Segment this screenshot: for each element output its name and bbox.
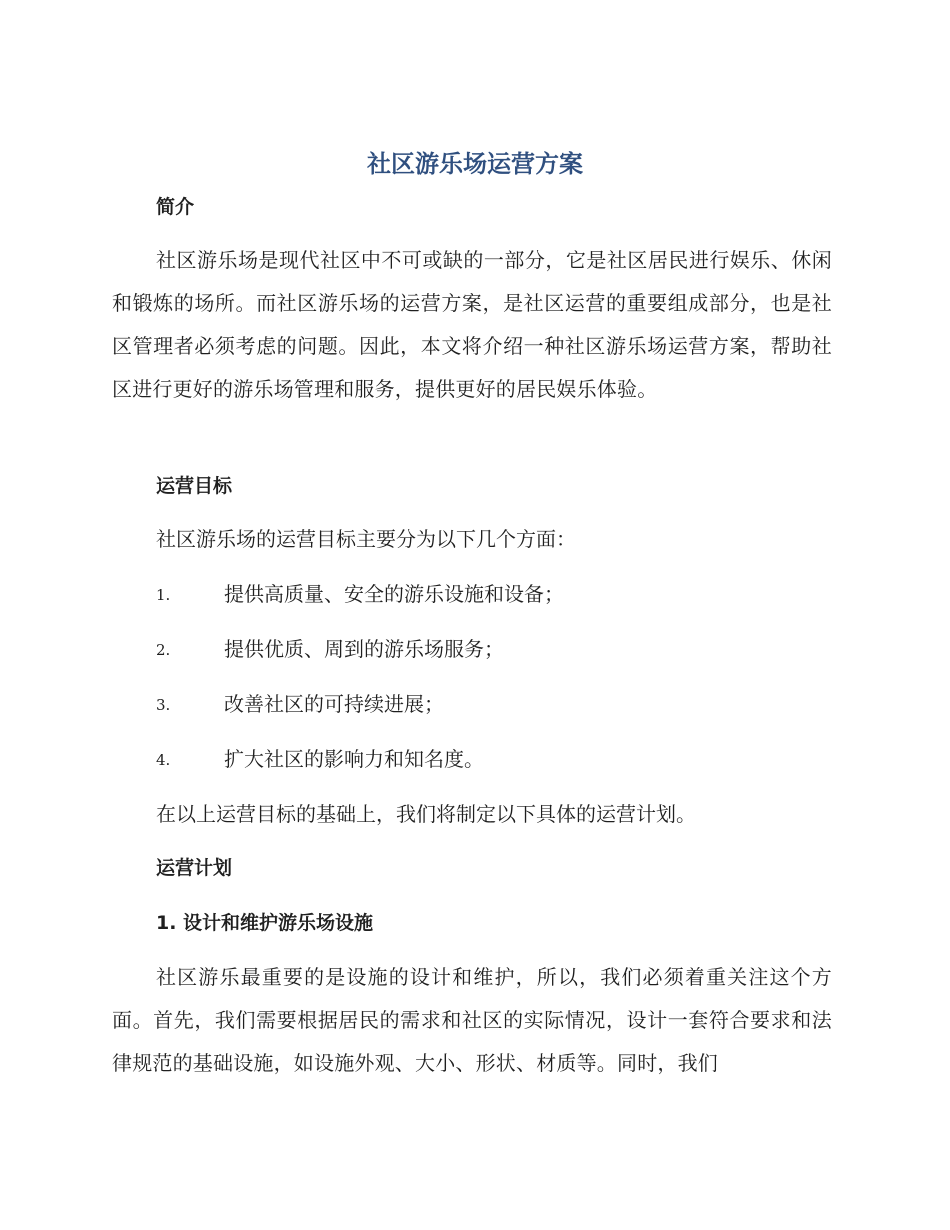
goal-item: 改善社区的可持续进展； (224, 692, 444, 716)
heading-plan-sub1: 1. 设计和维护游乐场设施 (156, 912, 374, 934)
goals-outro: 在以上运营目标的基础上，我们将制定以下具体的运营计划。 (156, 802, 696, 826)
goal-number: 3. (156, 696, 171, 714)
heading-intro: 简介 (156, 196, 195, 218)
goal-item: 提供高质量、安全的游乐设施和设备； (224, 582, 564, 606)
document-title: 社区游乐场运营方案 (367, 150, 583, 178)
heading-plan: 运营计划 (156, 857, 233, 879)
heading-goals: 运营目标 (156, 475, 233, 497)
goals-intro: 社区游乐场的运营目标主要分为以下几个方面： (156, 527, 576, 551)
goal-number: 2. (156, 641, 171, 659)
goal-item: 提供优质、周到的游乐场服务； (224, 637, 504, 661)
intro-paragraph: 社区游乐场是现代社区中不可或缺的一部分，它是社区居民进行娱乐、休闲和锻炼的场所。而社区游乐场的运营方案，是社区运营的重要组成部分，也是社区管理者必须考虑的问题。因此，本文将介绍一种社区游乐场运营方案，帮助社区进行更好的游乐场管理和服务，提供更好的居民娱乐体验。 (112, 248, 832, 401)
goal-number: 4. (156, 751, 171, 769)
goal-number: 1. (156, 586, 171, 604)
goal-item: 扩大社区的影响力和知名度。 (224, 747, 484, 771)
plan-sub1-paragraph: 社区游乐最重要的是设施的设计和维护，所以，我们必须着重关注这个方面。首先，我们需要根据居民的需求和社区的实际情况，设计一套符合要求和法律规范的基础设施，如设施外观、大小、形状、材质等。同时，我们 (112, 965, 832, 1075)
